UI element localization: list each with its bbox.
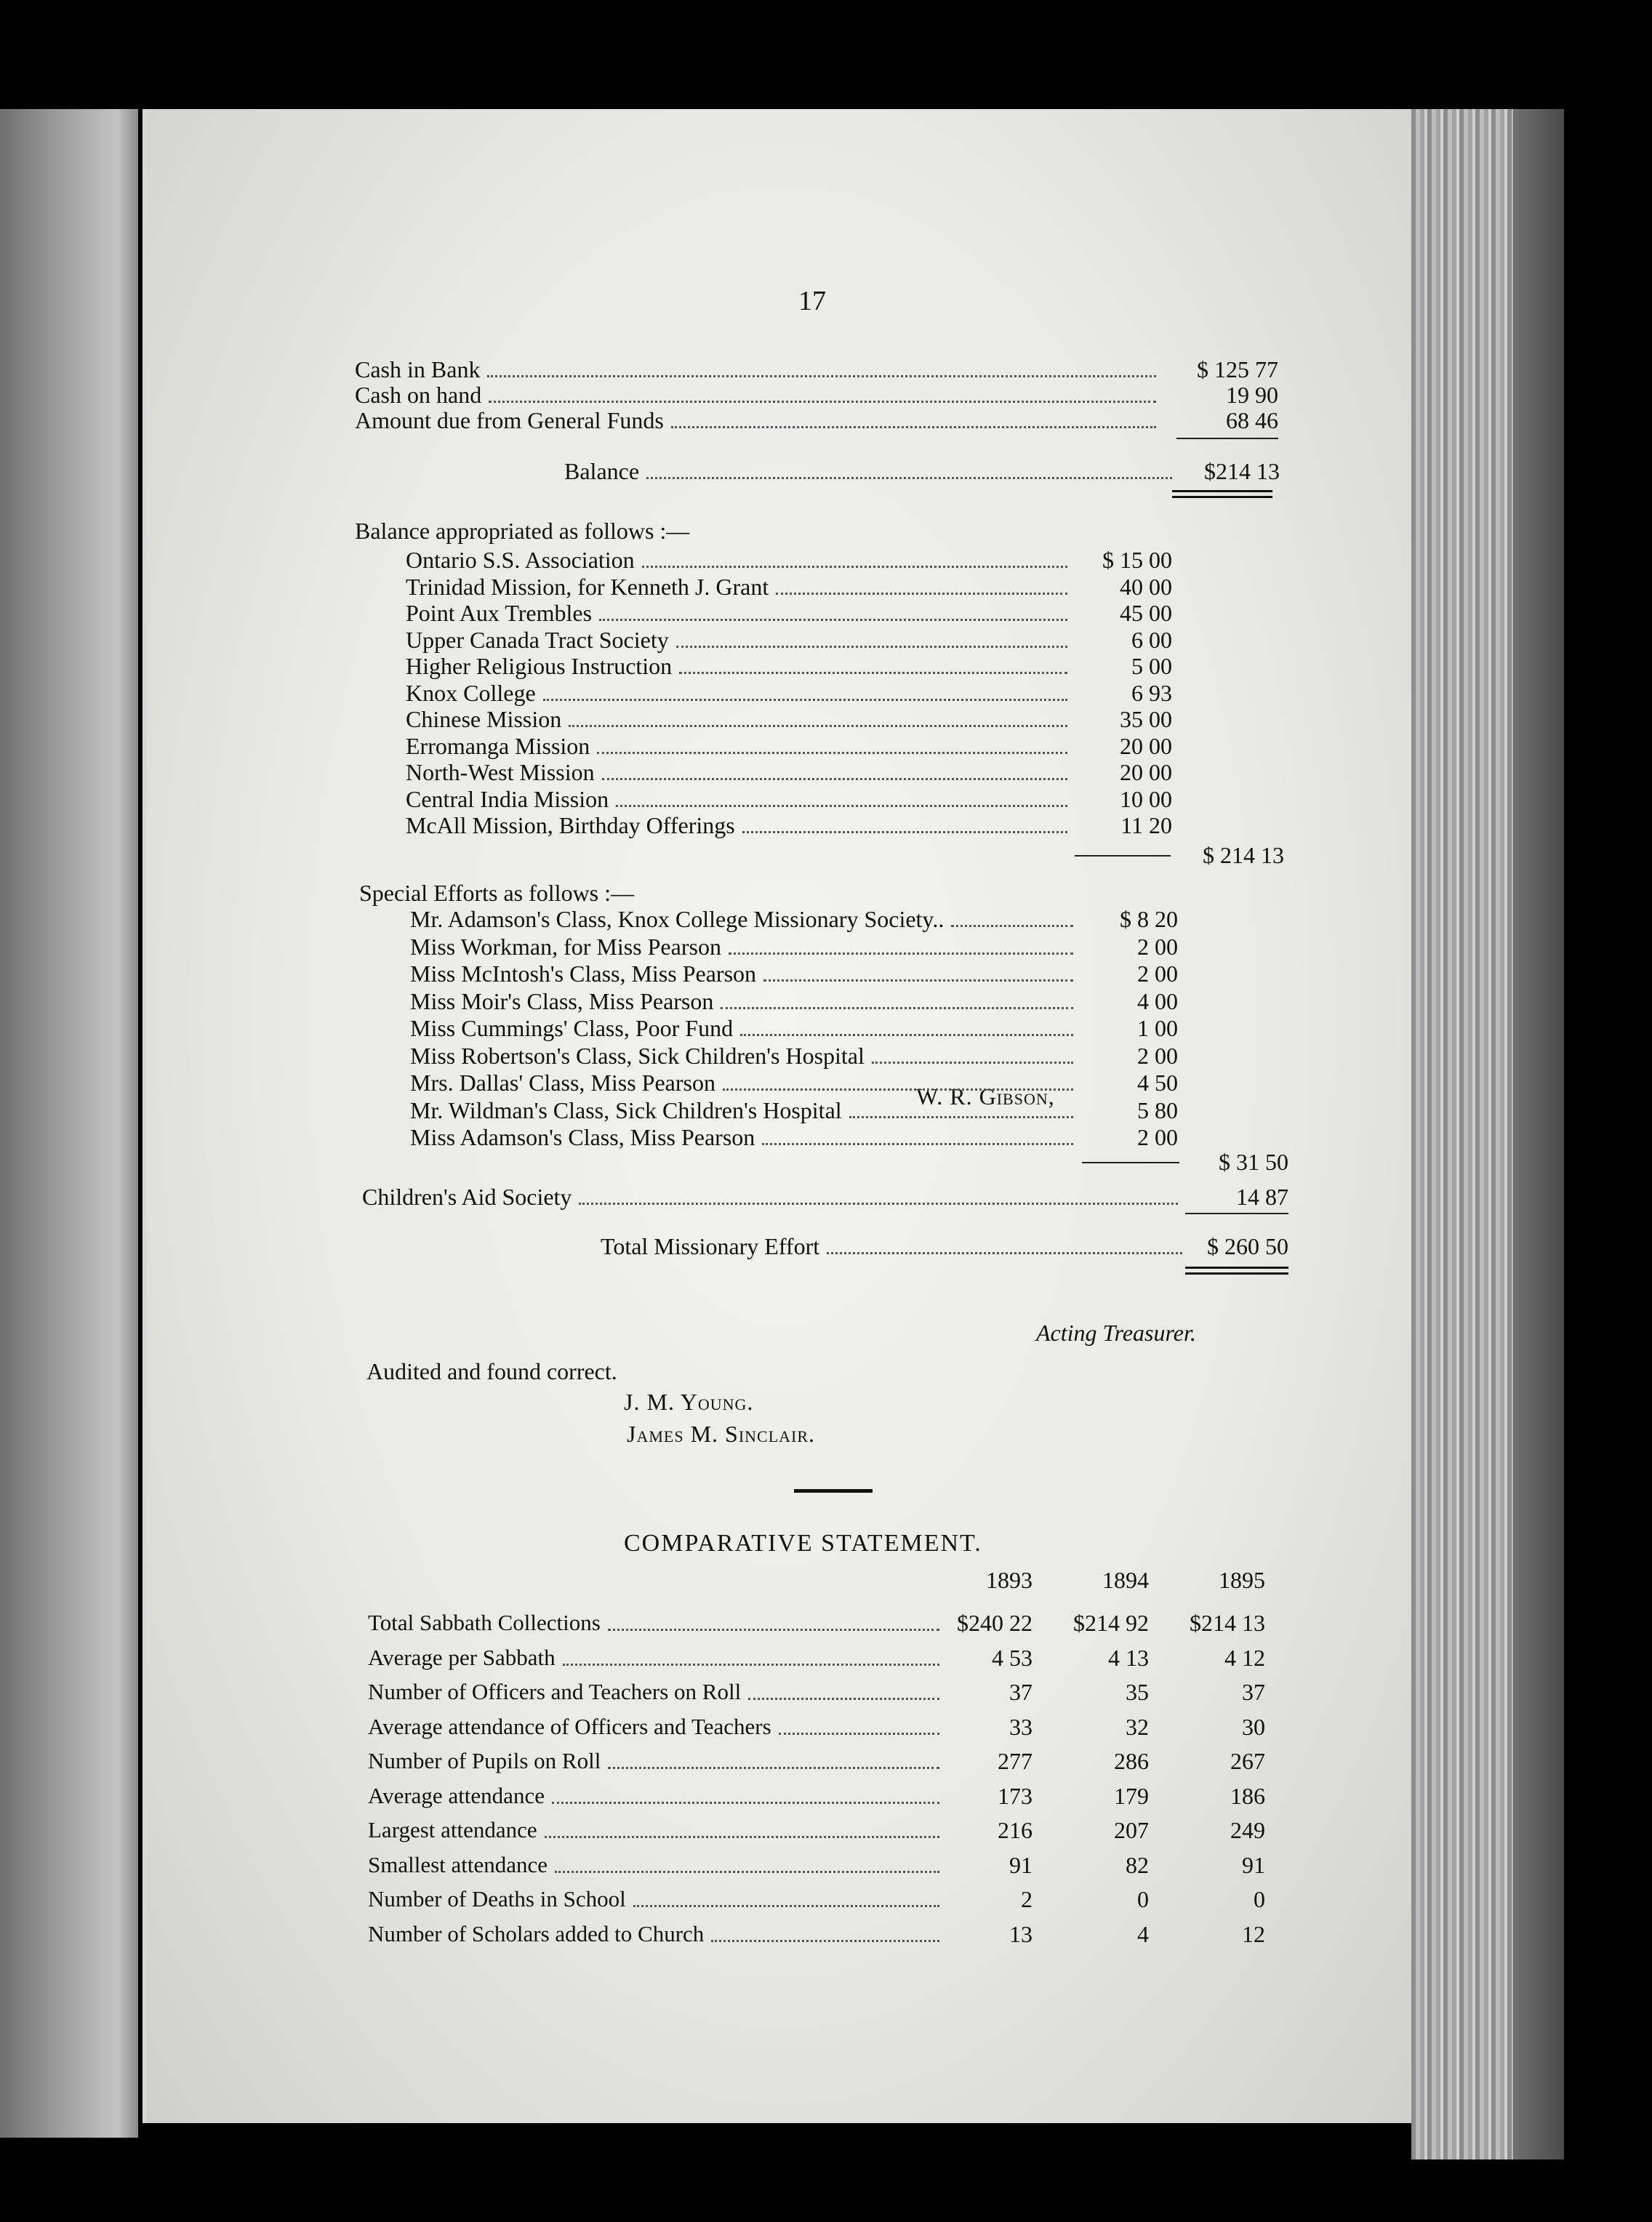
special-row-3-label: Miss Moir's Class, Miss Pearson — [410, 987, 714, 1014]
special-row-6-label: Mrs. Dallas' Class, Miss Pearson — [410, 1070, 715, 1096]
comparative-row-9-value-1: 4 — [1137, 1920, 1149, 1947]
special-row-3-leader — [721, 1007, 1073, 1009]
appropriated-row-0-leader — [642, 566, 1067, 568]
special-row-1-amount: 2 00 — [1137, 933, 1178, 960]
comparative-row-9-value-0: 13 — [1009, 1920, 1032, 1947]
appropriated-row-5-amount: 6 93 — [1131, 679, 1172, 706]
appropriated-row-1-amount: 40 00 — [1120, 573, 1172, 600]
comparative-row-6-value-0: 216 — [998, 1817, 1032, 1843]
cash-row-1-amount: 19 90 — [1226, 382, 1278, 408]
appropriated-row-2-leader — [599, 619, 1067, 621]
comparative-row-7-value-0: 91 — [1009, 1851, 1032, 1878]
comparative-row-8-label: Number of Deaths in School — [368, 1886, 626, 1912]
appropriated-row-3-leader — [676, 646, 1067, 648]
signature-title: Acting Treasurer. — [1036, 1320, 1196, 1346]
appropriated-row-10-amount: 11 20 — [1120, 812, 1172, 838]
balance-row-leader — [646, 477, 1172, 479]
cash-row-2-amount: 68 46 — [1226, 407, 1278, 433]
comparative-row-0-value-0: $240 22 — [957, 1610, 1032, 1636]
audit-text: Audited and found correct. — [366, 1358, 617, 1384]
appropriated-heading: Balance appropriated as follows :— — [355, 518, 690, 544]
signature-name: W. R. Gibson, — [916, 1083, 1055, 1110]
appropriated-row-7-amount: 20 00 — [1120, 732, 1172, 759]
comparative-row-8-value-1: 0 — [1137, 1886, 1149, 1912]
comparative-row-4-label: Number of Pupils on Roll — [368, 1748, 601, 1773]
year-header-1895: 1895 — [1219, 1567, 1265, 1593]
page-edges — [1411, 109, 1564, 2159]
comparative-row-0-label: Total Sabbath Collections — [368, 1610, 601, 1635]
balance-row-amount: $214 13 — [1204, 458, 1280, 484]
appropriated-row-8-label: North-West Mission — [406, 759, 595, 785]
comparative-row-1-value-0: 4 53 — [992, 1644, 1032, 1671]
appropriated-sum-rule — [1075, 855, 1171, 857]
comparative-row-9-leader — [711, 1940, 939, 1942]
comparative-row-5-label: Average attendance — [368, 1782, 545, 1808]
comparative-row-4-value-1: 286 — [1114, 1748, 1149, 1774]
appropriated-row-2-label: Point Aux Trembles — [406, 600, 593, 626]
cash-row-0-label: Cash in Bank — [355, 356, 481, 382]
total-double-rule-2 — [1185, 1272, 1288, 1275]
appropriated-row-6-amount: 35 00 — [1120, 706, 1172, 732]
comparative-row-8-value-0: 2 — [1021, 1886, 1032, 1912]
special-row-1-label: Miss Workman, for Miss Pearson — [410, 933, 721, 960]
special-row-8-amount: 2 00 — [1137, 1124, 1178, 1150]
year-header-1894: 1894 — [1102, 1567, 1149, 1593]
special-row-1-leader — [729, 952, 1073, 955]
appropriated-row-4-leader — [679, 672, 1067, 674]
comparative-row-4-leader — [608, 1767, 939, 1769]
special-row-7-label: Mr. Wildman's Class, Sick Children's Hospital — [410, 1096, 842, 1123]
special-row-4-leader — [740, 1034, 1073, 1036]
balance-double-rule-1 — [1172, 490, 1272, 492]
special-sum-rule — [1082, 1162, 1179, 1163]
special-row-7-amount: 5 80 — [1137, 1096, 1178, 1123]
comparative-row-0-leader — [608, 1629, 939, 1631]
section-divider — [794, 1489, 873, 1493]
appropriated-row-5-leader — [543, 699, 1067, 701]
comparative-row-9-label: Number of Scholars added to Church — [368, 1920, 705, 1946]
special-heading: Special Efforts as follows :— — [359, 880, 635, 906]
year-header-1893: 1893 — [986, 1567, 1032, 1593]
comparative-row-0-value-2: $214 13 — [1190, 1610, 1265, 1636]
comparative-row-3-value-1: 32 — [1126, 1713, 1149, 1740]
total-effort-row-label: Total Missionary Effort — [601, 1233, 820, 1259]
comparative-row-5-value-2: 186 — [1230, 1782, 1265, 1809]
special-row-0-label: Mr. Adamson's Class, Knox College Missionary Society.. — [410, 906, 945, 932]
comparative-row-5-value-0: 173 — [998, 1782, 1032, 1809]
page-number: 17 — [798, 286, 826, 316]
appropriated-row-6-label: Chinese Mission — [406, 706, 562, 732]
comparative-row-2-leader — [748, 1698, 939, 1700]
comparative-row-0-value-1: $214 92 — [1073, 1610, 1149, 1636]
special-row-8-leader — [762, 1143, 1073, 1145]
comparative-row-3-value-2: 30 — [1242, 1713, 1265, 1740]
total-effort-row-leader — [827, 1252, 1182, 1254]
appropriated-row-5-label: Knox College — [406, 679, 536, 706]
special-row-2-label: Miss McIntosh's Class, Miss Pearson — [410, 960, 757, 987]
total-double-rule-1 — [1185, 1267, 1288, 1269]
balance-row-label: Balance — [564, 458, 640, 484]
comparative-row-1-leader — [563, 1664, 939, 1666]
special-row-5-amount: 2 00 — [1137, 1042, 1178, 1069]
childrens-aid-row-leader — [579, 1203, 1178, 1205]
comparative-row-7-label: Smallest attendance — [368, 1851, 548, 1877]
comparative-row-7-leader — [555, 1871, 939, 1873]
comparative-row-2-value-2: 37 — [1242, 1679, 1265, 1705]
comparative-row-8-leader — [633, 1905, 939, 1907]
appropriated-row-3-amount: 6 00 — [1131, 626, 1172, 653]
appropriated-row-7-label: Erromanga Mission — [406, 732, 590, 759]
comparative-row-1-value-1: 4 13 — [1108, 1644, 1149, 1671]
comparative-row-4-value-2: 267 — [1230, 1748, 1265, 1774]
cash-row-0-leader — [487, 375, 1156, 377]
special-row-4-amount: 1 00 — [1137, 1015, 1178, 1041]
comparative-row-5-leader — [552, 1802, 939, 1804]
comparative-row-3-label: Average attendance of Officers and Teachers — [368, 1713, 771, 1739]
cash-row-0-amount: $ 125 77 — [1197, 356, 1278, 382]
facing-page — [0, 109, 138, 2138]
childrens-aid-rule — [1185, 1213, 1288, 1214]
comparative-row-2-value-1: 35 — [1126, 1679, 1149, 1705]
comparative-row-7-value-1: 82 — [1126, 1851, 1149, 1878]
special-row-5-leader — [872, 1062, 1073, 1064]
appropriated-row-9-amount: 10 00 — [1120, 785, 1172, 812]
special-row-3-amount: 4 00 — [1137, 987, 1178, 1014]
comparative-row-3-leader — [779, 1733, 939, 1735]
appropriated-row-8-amount: 20 00 — [1120, 759, 1172, 785]
special-row-6-leader — [723, 1088, 1073, 1091]
comparative-row-8-value-2: 0 — [1254, 1886, 1265, 1912]
special-total: $ 31 50 — [1219, 1149, 1288, 1175]
appropriated-row-1-label: Trinidad Mission, for Kenneth J. Grant — [406, 573, 769, 600]
comparative-row-6-value-2: 249 — [1230, 1817, 1265, 1843]
appropriated-row-10-label: McAll Mission, Birthday Offerings — [406, 812, 735, 838]
comparative-row-5-value-1: 179 — [1114, 1782, 1149, 1809]
appropriated-row-1-leader — [776, 593, 1067, 595]
cash-row-2-label: Amount due from General Funds — [355, 407, 664, 433]
comparative-row-1-value-2: 4 12 — [1224, 1644, 1265, 1671]
comparative-row-6-leader — [545, 1836, 939, 1838]
cash-row-1-label: Cash on hand — [355, 382, 482, 408]
total-effort-row-amount: $ 260 50 — [1207, 1233, 1288, 1259]
comparative-row-6-value-1: 207 — [1114, 1817, 1149, 1843]
comparative-row-9-value-2: 12 — [1242, 1920, 1265, 1947]
cash-sum-rule — [1176, 438, 1278, 439]
special-row-7-leader — [849, 1116, 1073, 1118]
special-row-2-leader — [763, 979, 1073, 982]
comparative-row-7-value-2: 91 — [1242, 1851, 1265, 1878]
special-row-8-label: Miss Adamson's Class, Miss Pearson — [410, 1124, 755, 1150]
appropriated-row-0-label: Ontario S.S. Association — [406, 547, 635, 573]
appropriated-row-8-leader — [602, 778, 1067, 780]
comparative-row-6-label: Largest attendance — [368, 1817, 537, 1842]
cash-row-2-leader — [671, 426, 1156, 428]
appropriated-total: $ 214 13 — [1203, 842, 1284, 868]
appropriated-row-2-amount: 45 00 — [1120, 600, 1172, 626]
appropriated-row-3-label: Upper Canada Tract Society — [406, 626, 669, 653]
appropriated-row-10-leader — [742, 831, 1067, 833]
comparative-row-1-label: Average per Sabbath — [368, 1644, 556, 1670]
auditor-1: J. M. Young. — [624, 1389, 754, 1415]
appropriated-row-9-leader — [616, 805, 1067, 807]
comparative-row-2-label: Number of Officers and Teachers on Roll — [368, 1679, 742, 1704]
special-row-0-leader — [951, 925, 1073, 927]
appropriated-row-7-leader — [597, 752, 1067, 754]
comparative-row-3-value-0: 33 — [1009, 1713, 1032, 1740]
special-row-0-amount: $ 8 20 — [1120, 906, 1178, 932]
comparative-row-4-value-0: 277 — [998, 1748, 1032, 1774]
appropriated-row-4-amount: 5 00 — [1131, 653, 1172, 679]
appropriated-row-4-label: Higher Religious Instruction — [406, 653, 673, 679]
appropriated-row-9-label: Central India Mission — [406, 785, 609, 812]
balance-double-rule-2 — [1172, 496, 1272, 498]
special-row-2-amount: 2 00 — [1137, 960, 1178, 987]
cash-row-1-leader — [489, 401, 1156, 403]
comparative-heading: COMPARATIVE STATEMENT. — [624, 1530, 982, 1557]
auditor-2: James M. Sinclair. — [627, 1421, 816, 1447]
comparative-row-2-value-0: 37 — [1009, 1679, 1032, 1705]
childrens-aid-row-amount: 14 87 — [1236, 1184, 1288, 1210]
appropriated-row-6-leader — [569, 725, 1067, 727]
special-row-4-label: Miss Cummings' Class, Poor Fund — [410, 1015, 734, 1041]
childrens-aid-row-label: Children's Aid Society — [362, 1184, 572, 1210]
appropriated-row-0-amount: $ 15 00 — [1102, 547, 1172, 573]
special-row-6-amount: 4 50 — [1137, 1070, 1178, 1096]
special-row-5-label: Miss Robertson's Class, Sick Children's Hospital — [410, 1042, 865, 1069]
